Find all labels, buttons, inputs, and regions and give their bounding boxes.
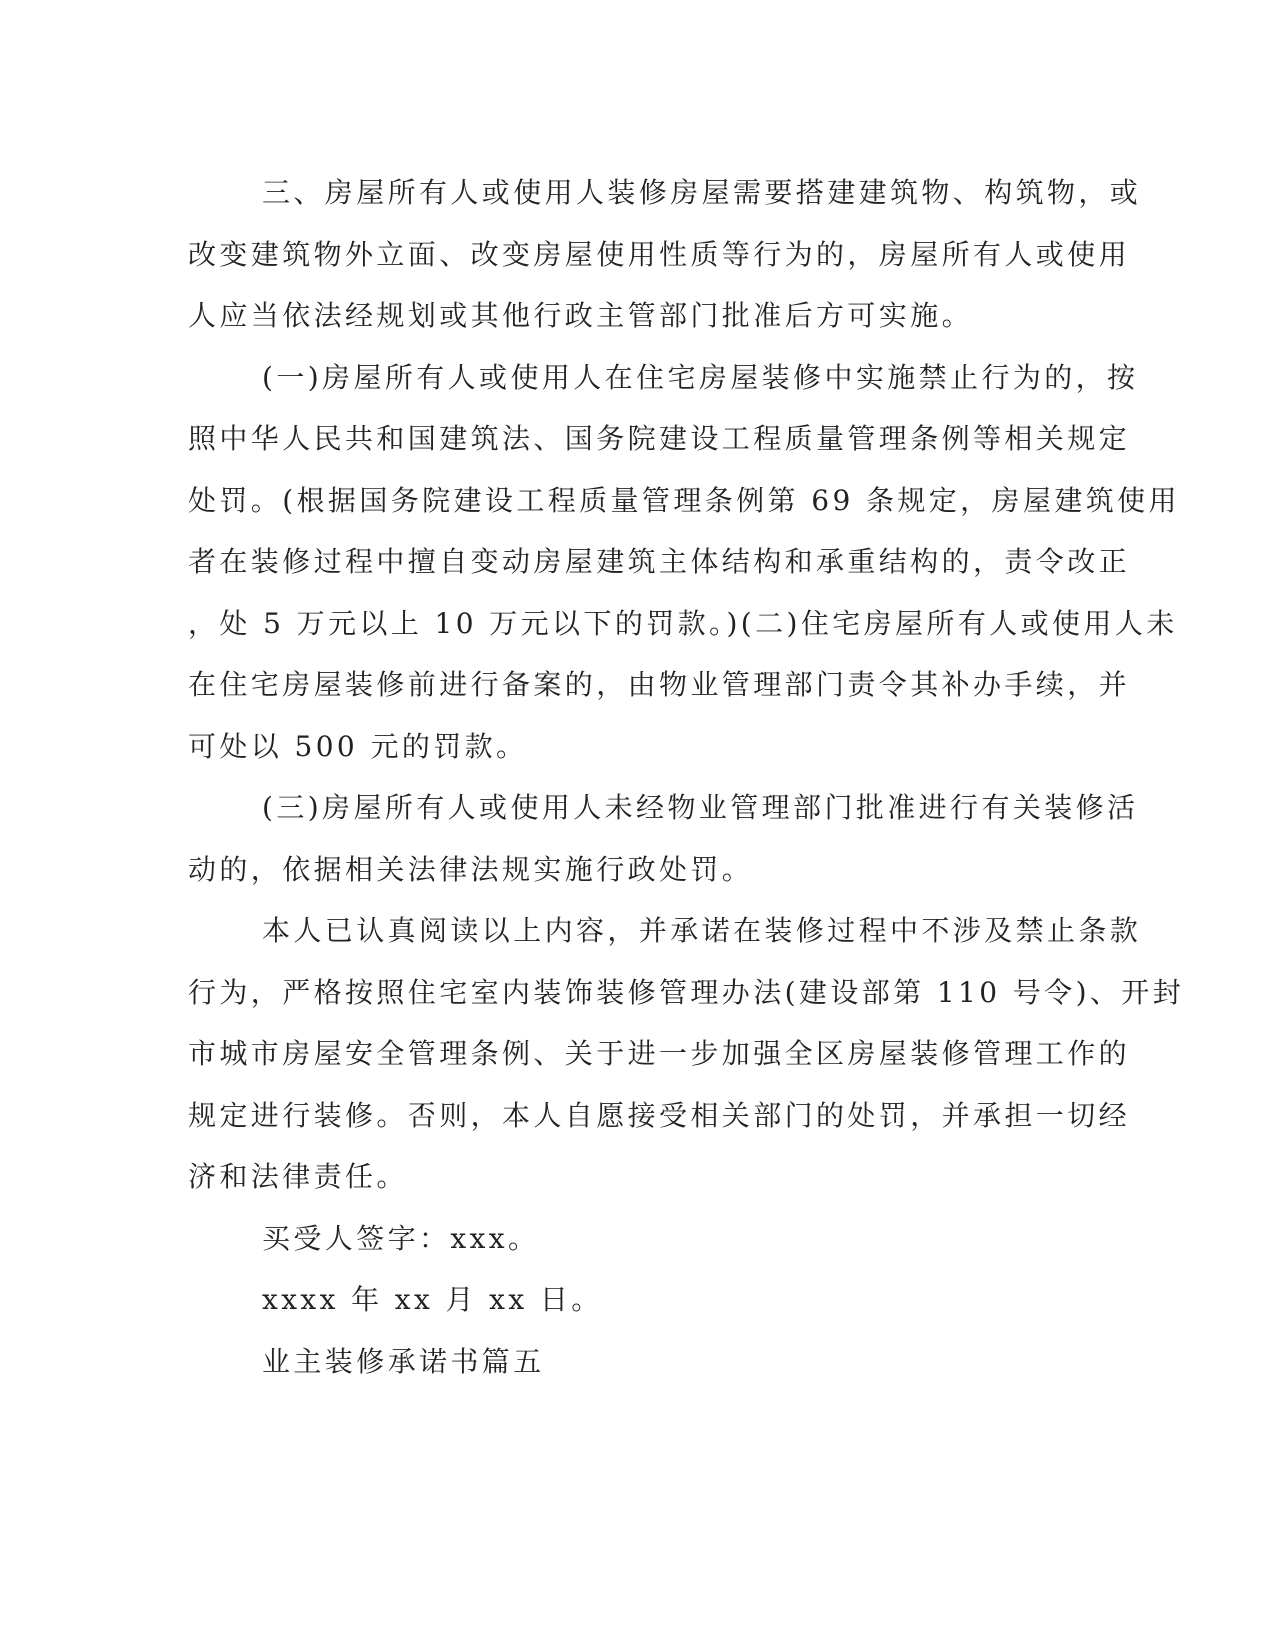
text-line: (三)房屋所有人或使用人未经物业管理部门批准进行有关装修活: [262, 791, 1139, 824]
text-line: 本人已认真阅读以上内容，并承诺在装修过程中不涉及禁止条款: [262, 914, 1142, 947]
paragraph-commitment: [188, 900, 1185, 1208]
paragraph-clause-three: [188, 777, 1139, 900]
text-line: 行为，严格按照住宅室内装饰装修管理办法(建设部第 110 号令)、开封: [188, 975, 1185, 1009]
text-line: 者在装修过程中擅自变动房屋建筑主体结构和承重结构的，责令改正: [188, 545, 1131, 578]
text-line: 济和法律责任。: [188, 1160, 408, 1193]
text-line: 规定进行装修。否则，本人自愿接受相关部门的处罚，并承担一切经: [188, 1098, 1131, 1132]
text-line: 处罚。(根据国务院建设工程质量管理条例第 69 条规定，房屋建筑使用: [188, 483, 1180, 517]
date-line: xxxx 年 xx 月 xx 日。: [262, 1283, 603, 1316]
text-line: 改变建筑物外立面、改变房屋使用性质等行为的，房屋所有人或使用: [188, 237, 1131, 271]
text-line: 可处以 500 元的罚款。: [188, 729, 528, 763]
text-line: 人应当依法经规划或其他行政主管部门批准后方可实施。: [188, 299, 974, 332]
signature-line: 买受人签字：xxx。: [262, 1221, 540, 1255]
section-heading: 业主装修承诺书篇五: [262, 1344, 545, 1378]
text-line: 动的，依据相关法律法规实施行政处罚。: [188, 852, 754, 886]
text-line: 市城市房屋安全管理条例、关于进一步加强全区房屋装修管理工作的: [188, 1037, 1131, 1070]
text-line: 照中华人民共和国建筑法、国务院建设工程质量管理条例等相关规定: [188, 422, 1131, 455]
text-line: 在住宅房屋装修前进行备案的，由物业管理部门责令其补办手续，并: [188, 668, 1131, 701]
text-line: 三、房屋所有人或使用人装修房屋需要搭建建筑物、构筑物，或: [262, 176, 1142, 209]
document-body: [188, 162, 1185, 1392]
text-line: ，处 5 万元以上 10 万元以下的罚款。)(二)住宅房屋所有人或使用人未: [188, 606, 1178, 640]
text-line: (一)房屋所有人或使用人在住宅房屋装修中实施禁止行为的，按: [262, 360, 1139, 394]
paragraph-article-three: [188, 162, 1142, 347]
paragraph-clause-one: [188, 347, 1180, 778]
